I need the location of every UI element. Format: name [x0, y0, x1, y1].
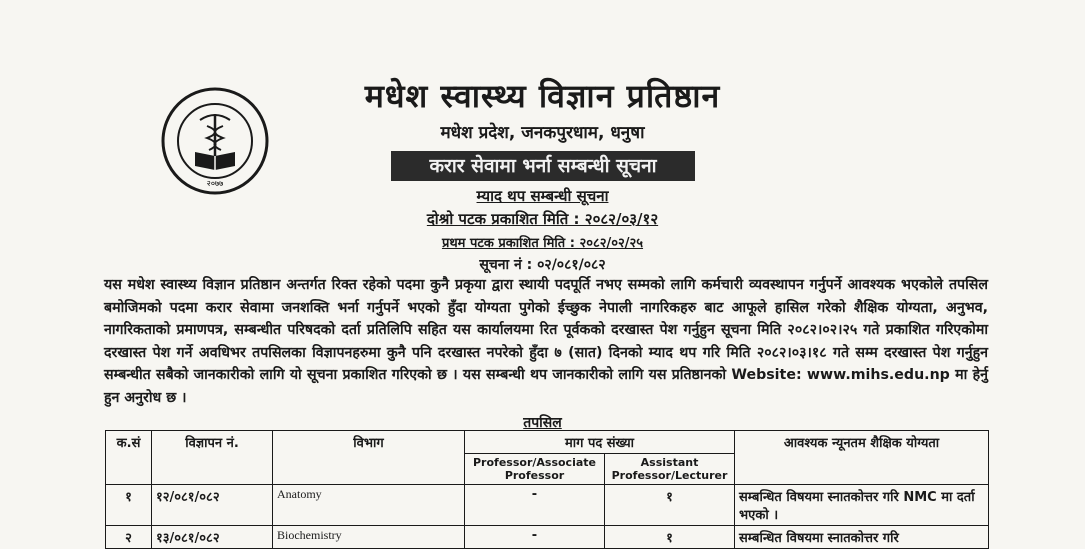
header-ad-no: विज्ञापन नं.	[152, 431, 273, 485]
row-professor-count: -	[465, 485, 605, 526]
row-department: Biochemistry	[273, 526, 465, 549]
header-department: विभाग	[273, 431, 465, 485]
second-published-date: दोश्रो पटक प्रकाशित मिति : २०८२/०३/१२	[426, 210, 659, 228]
row-assistant-count: १	[605, 526, 735, 549]
row-department: Anatomy	[273, 485, 465, 526]
logo-year: २०७७	[206, 179, 224, 188]
table-row	[106, 485, 989, 526]
notice-heading: म्याद थप सम्बन्धी सूचना	[476, 187, 609, 205]
header-professor: Professor/Associate Professor	[465, 454, 605, 485]
row-ad-no: १३/०८१/०८२	[152, 526, 273, 549]
vacancy-table	[105, 430, 989, 549]
row-qualification: सम्बन्धित विषयमा स्नातकोत्तर गरि NMC मा दर्ता भएको ।	[735, 485, 989, 526]
institution-name: मधेश स्वास्थ्य विज्ञान प्रतिष्ठान	[364, 77, 721, 115]
row-sn: १	[106, 485, 152, 526]
header-sn: क.सं	[106, 431, 152, 485]
table-caption: तपसिल	[523, 415, 562, 431]
row-professor-count: -	[465, 526, 605, 549]
notice-body: यस मधेश स्वास्थ्य विज्ञान प्रतिष्ठान अन्तर्गत रिक्त रहेको पदमा कुनै प्रकृया द्वारा स्थायी पदपूर्ति नभए सम्मको लागि कर्मचारी व्यवस्थापन गर्नुपर्ने आवश्यक भएकोले तपसिल बमोजिमको पदमा करार सेवामा जनशक्ति भर्ना गर्नुपर्ने भएको हुँदा योग्यता पुगेको ईच्छुक नेपाली नागरिकहरु बाट आफूले हासिल गरेको शैक्षिक योग्यता, अनुभव, नागरिकताको प्रमाणपत्र, सम्बन्धीत परिषदको दर्ता प्रतिलिपि सहित यस कार्यालयमा रित पूर्वकको दरखास्त पेश गर्नुहुन सूचना मिति २०८२।०२।२५ गते प्रकाशित गरिएकोमा दरखास्त पेश गर्ने अवधिभर तपसिलका विज्ञापनहरुमा कुनै पनि दरखास्त नपरेको हुँदा ७ (सात) दिनको म्याद थप गरि मिति २०८२।०३।१८ गते सम्म दरखास्त पेश गर्नुहुन सम्बन्धीत सबैको जानकारीको लागि यो सूचना प्रकाशित गरिएको छ । यस सम्बन्धी थप जानकारीको लागि यस प्रतिष्ठानको Website: www.mihs.edu.np मा हेर्नु हुन अनुरोध छ ।	[104, 277, 988, 406]
table-row	[106, 526, 989, 549]
notice-number: सूचना नं : ०२/०८१/०८२	[479, 257, 606, 273]
row-ad-no: १२/०८१/०८२	[152, 485, 273, 526]
table-header-row	[106, 431, 989, 454]
row-qualification: सम्बन्धित विषयमा स्नातकोत्तर गरि	[735, 526, 989, 549]
row-sn: २	[106, 526, 152, 549]
row-assistant-count: १	[605, 485, 735, 526]
header-assistant: Assistant Professor/Lecturer	[605, 454, 735, 485]
first-published-date: प्रथम पटक प्रकाशित मिति : २०८२/०२/२५	[441, 236, 644, 251]
header-demand: माग पद संख्या	[465, 431, 735, 454]
institution-address: मधेश प्रदेश, जनकपुरधाम, धनुषा	[440, 123, 645, 143]
header-qualification: आवश्यक न्यूनतम शैक्षिक योग्यता	[735, 431, 989, 485]
notice-banner: करार सेवामा भर्ना सम्बन्धी सूचना	[391, 151, 695, 181]
